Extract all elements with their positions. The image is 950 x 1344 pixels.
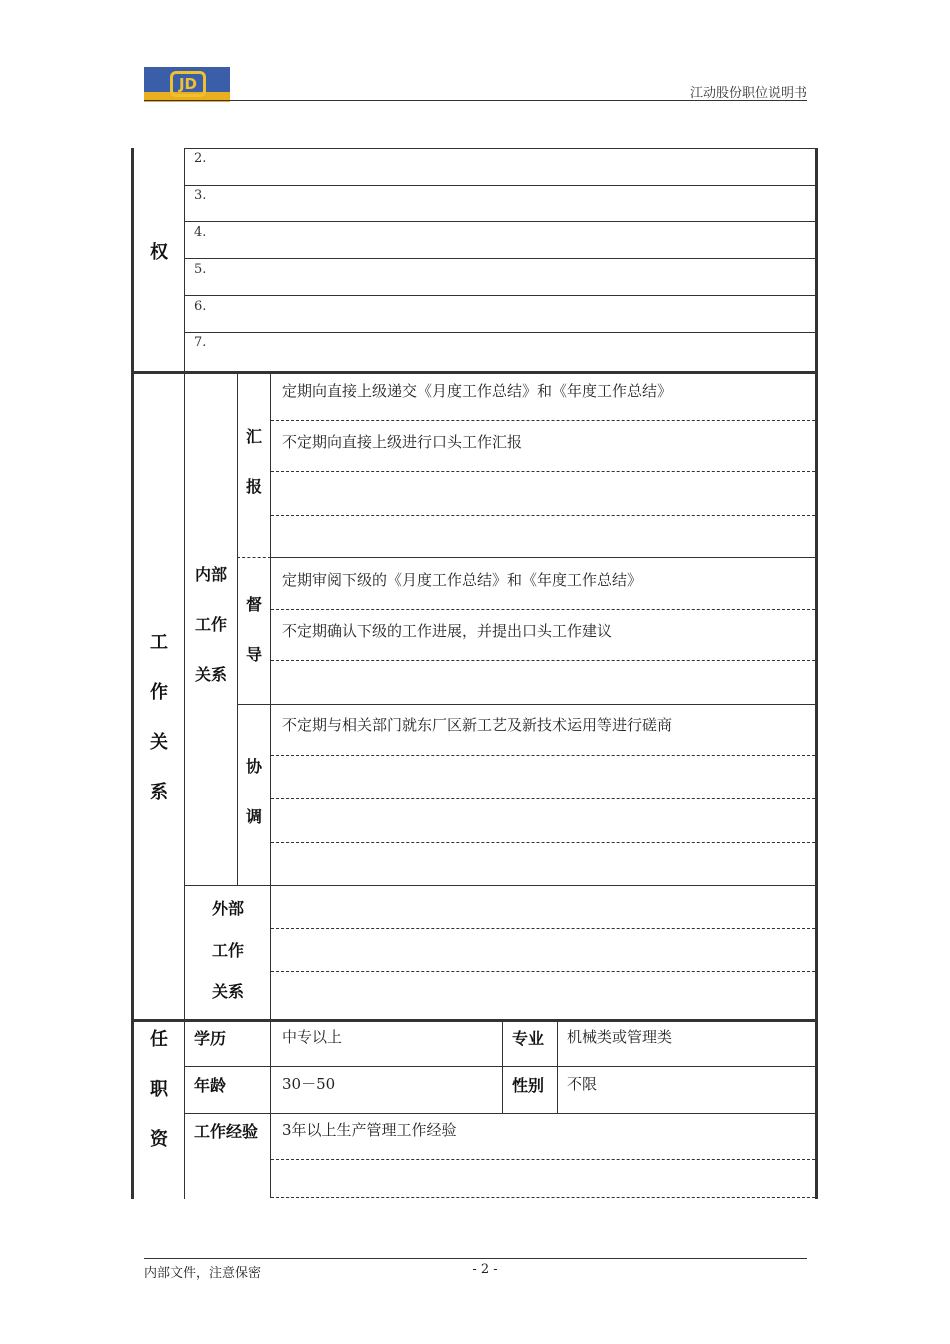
- education-label: 学历: [194, 1029, 227, 1048]
- supervise-label: 督: [246, 595, 263, 614]
- major-label: 专业: [512, 1029, 545, 1048]
- rights-item: 6.: [194, 299, 207, 314]
- report-label: 报: [246, 477, 263, 496]
- report-label: 汇: [246, 427, 263, 446]
- page-number: - 2 -: [472, 1262, 498, 1277]
- external-relations-label: 工作: [212, 941, 245, 960]
- confidential-notice: 内部文件，注意保密: [144, 1266, 262, 1281]
- work-relations-label: 关: [150, 732, 168, 753]
- company-logo: JD: [144, 67, 230, 102]
- external-relations-label: 关系: [212, 982, 245, 1001]
- rights-item: 4.: [194, 225, 207, 240]
- age-label: 年龄: [194, 1076, 227, 1095]
- supervise-line: 不定期确认下级的工作进展，并提出口头工作建议: [282, 622, 613, 640]
- experience-value: 3年以上生产管理工作经验: [282, 1121, 457, 1139]
- report-line: 定期向直接上级递交《月度工作总结》和《年度工作总结》: [282, 382, 673, 400]
- gender-value: 不限: [567, 1075, 598, 1093]
- coordinate-label: 调: [246, 807, 263, 826]
- external-relations-label: 外部: [212, 899, 245, 918]
- experience-label: 工作经验: [194, 1122, 259, 1141]
- work-relations-label: 作: [150, 682, 168, 703]
- major-value: 机械类或管理类: [567, 1028, 673, 1046]
- qualifications-label: 任: [150, 1029, 168, 1050]
- internal-relations-label: 关系: [195, 665, 228, 684]
- coordinate-label: 协: [246, 757, 263, 776]
- education-value: 中专以上: [282, 1028, 343, 1046]
- document-title: 江动股份职位说明书: [689, 86, 807, 101]
- rights-item: 2.: [194, 151, 207, 166]
- supervise-label: 导: [246, 645, 263, 664]
- rights-label: 权: [150, 242, 168, 263]
- qualifications-label: 职: [150, 1079, 168, 1100]
- coordinate-line: 不定期与相关部门就东厂区新工艺及新技术运用等进行磋商: [282, 716, 673, 734]
- work-relations-label: 工: [150, 632, 168, 653]
- report-line: 不定期向直接上级进行口头工作汇报: [282, 433, 523, 451]
- work-relations-label: 系: [150, 782, 168, 803]
- header-divider: [144, 100, 807, 101]
- supervise-line: 定期审阅下级的《月度工作总结》和《年度工作总结》: [282, 571, 643, 589]
- footer-divider: [144, 1258, 807, 1259]
- rights-item: 5.: [194, 262, 207, 277]
- gender-label: 性别: [512, 1076, 545, 1095]
- internal-relations-label: 工作: [195, 615, 228, 634]
- age-value: 30－50: [282, 1075, 336, 1093]
- rights-item: 3.: [194, 188, 207, 203]
- internal-relations-label: 内部: [195, 565, 228, 584]
- qualifications-label: 资: [150, 1129, 168, 1150]
- rights-item: 7.: [194, 335, 207, 350]
